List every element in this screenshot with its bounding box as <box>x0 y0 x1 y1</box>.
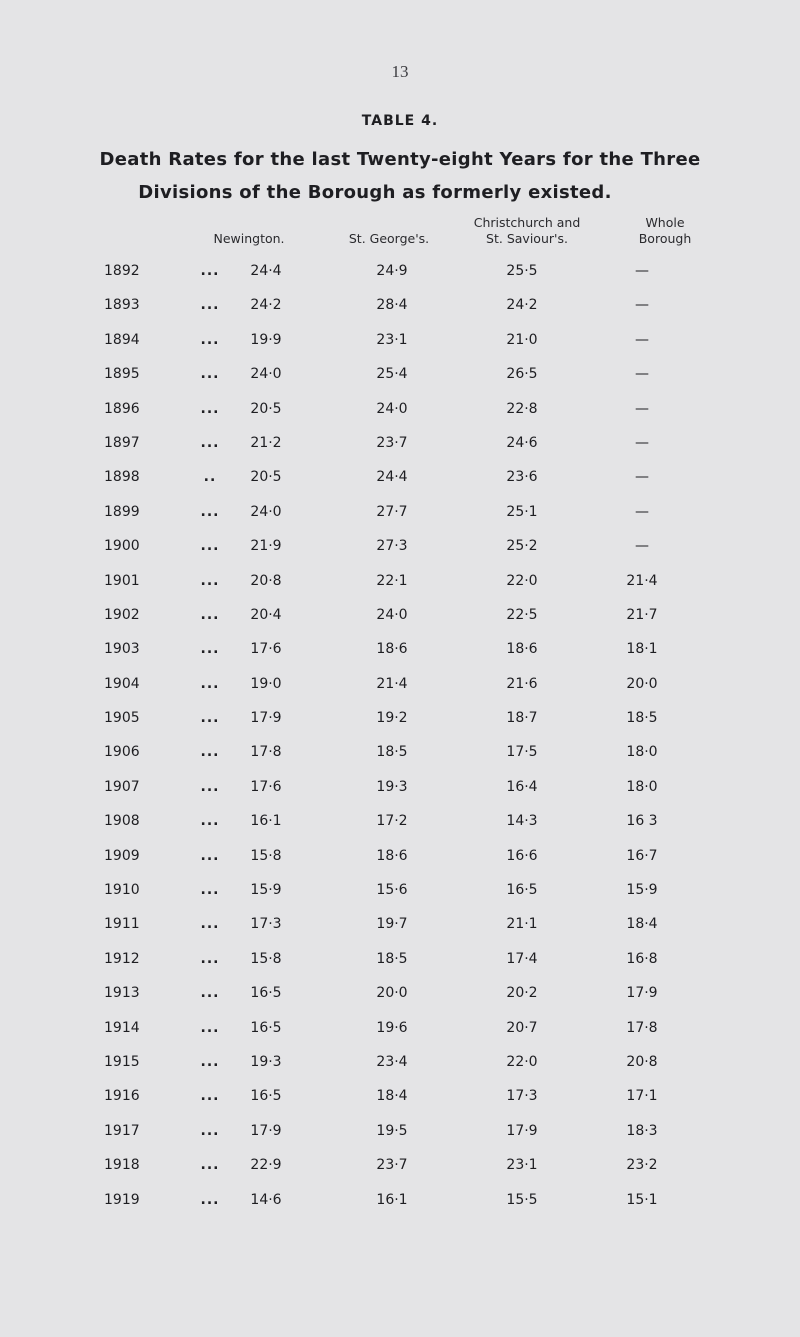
newington-rate-cell: 16·5 <box>250 1019 282 1036</box>
table-row <box>0 1011 800 1045</box>
table-row <box>0 288 800 322</box>
year-cell: 1907 <box>104 778 140 795</box>
year-cell: 1914 <box>104 1019 140 1036</box>
leader-dots: ... <box>200 331 220 348</box>
whole-borough-rate-cell: 21·4 <box>626 572 658 589</box>
leader-dots: ... <box>200 263 220 279</box>
st-george-rate-cell: 16·1 <box>376 1191 408 1208</box>
leader-dots: ... <box>200 1088 220 1105</box>
year-cell: 1908 <box>104 813 140 830</box>
table-row <box>0 357 800 391</box>
table-row <box>0 1045 800 1079</box>
christchurch-rate-cell: 20·2 <box>506 985 538 1002</box>
leader-dots: ... <box>200 950 220 967</box>
leader-dots: ... <box>200 434 220 451</box>
christchurch-rate-cell: 17·3 <box>506 1088 538 1105</box>
christchurch-rate-cell: 15·5 <box>506 1191 538 1208</box>
whole-borough-rate-cell: 15·1 <box>626 1191 658 1208</box>
table-row <box>0 770 800 804</box>
christchurch-rate-cell: 24·6 <box>506 434 538 451</box>
whole-borough-rate-cell: 18·1 <box>626 641 658 658</box>
newington-rate-cell: 16·5 <box>250 985 282 1002</box>
st-george-rate-cell: 21·4 <box>376 675 408 692</box>
leader-dots: ... <box>200 641 220 658</box>
christchurch-rate-cell: 18·6 <box>506 641 538 658</box>
table-row <box>0 392 800 426</box>
christchurch-rate-cell: 23·1 <box>506 1157 538 1174</box>
whole-borough-rate-cell: 20·8 <box>626 1053 658 1070</box>
st-george-rate-cell: 18·5 <box>376 744 408 761</box>
leader-dots: ... <box>200 882 220 899</box>
table-row <box>0 1183 800 1217</box>
whole-borough-rate-cell: 17·1 <box>626 1088 658 1105</box>
leader-dots: ... <box>200 400 220 417</box>
christchurch-rate-cell: 21·1 <box>506 916 538 933</box>
table-row <box>0 942 800 976</box>
table-row <box>0 529 800 563</box>
table-row <box>0 1148 800 1182</box>
newington-rate-cell: 17·6 <box>250 641 282 658</box>
newington-rate-cell: 20·5 <box>250 469 282 486</box>
christchurch-rate-cell: 26·5 <box>506 366 538 383</box>
leader-dots: ... <box>200 503 220 520</box>
st-george-rate-cell: 18·4 <box>376 1088 408 1105</box>
st-george-rate-cell: 23·4 <box>376 1053 408 1070</box>
st-george-rate-cell: 19·2 <box>376 710 408 727</box>
column-header-whole-line-2: Borough <box>638 231 692 246</box>
whole-borough-rate-cell: 18·5 <box>626 710 658 727</box>
newington-rate-cell: 15·8 <box>250 950 282 967</box>
leader-dots: ... <box>200 297 220 314</box>
year-cell: 1910 <box>104 882 140 899</box>
st-george-rate-cell: 20·0 <box>376 985 408 1002</box>
christchurch-rate-cell: 20·7 <box>506 1019 538 1036</box>
table-row <box>0 632 800 666</box>
column-header-st-george: St. George's. <box>348 231 430 246</box>
christchurch-rate-cell: 22·0 <box>506 1053 538 1070</box>
year-cell: 1913 <box>104 985 140 1002</box>
st-george-rate-cell: 18·6 <box>376 641 408 658</box>
christchurch-rate-cell: 17·9 <box>506 1122 538 1139</box>
whole-borough-rate-cell: 16 3 <box>626 813 658 830</box>
newington-rate-cell: 19·3 <box>250 1053 282 1070</box>
table-row <box>0 873 800 907</box>
column-header-christchurch <box>448 199 606 247</box>
year-cell: 1919 <box>104 1191 140 1208</box>
leader-dots: ... <box>200 1157 220 1174</box>
newington-rate-cell: 24·2 <box>250 297 282 314</box>
leader-dots: ... <box>200 1191 220 1208</box>
leader-dots: ... <box>200 572 220 589</box>
table-row <box>0 460 800 494</box>
st-george-rate-cell: 25·4 <box>376 366 408 383</box>
christchurch-rate-cell: 22·8 <box>506 400 538 417</box>
newington-rate-cell: 24·0 <box>250 366 282 383</box>
whole-borough-rate-cell: 18·4 <box>626 916 658 933</box>
christchurch-rate-cell: 24·2 <box>506 297 538 314</box>
st-george-rate-cell: 19·3 <box>376 778 408 795</box>
st-george-rate-cell: 17·2 <box>376 813 408 830</box>
year-cell: 1899 <box>104 503 140 520</box>
newington-rate-cell: 17·3 <box>250 916 282 933</box>
st-george-rate-cell: 23·7 <box>376 434 408 451</box>
table-row <box>0 323 800 357</box>
whole-borough-rate-cell: 17·8 <box>626 1019 658 1036</box>
leader-dots: ... <box>200 744 220 761</box>
leader-dots: ... <box>200 710 220 727</box>
christchurch-rate-cell: 21·0 <box>506 331 538 348</box>
whole-borough-rate-cell: 16·7 <box>626 847 658 864</box>
newington-rate-cell: 17·6 <box>250 778 282 795</box>
leader-dots: ... <box>200 916 220 933</box>
christchurch-rate-cell: 18·7 <box>506 710 538 727</box>
st-george-rate-cell: 23·7 <box>376 1157 408 1174</box>
year-cell: 1915 <box>104 1053 140 1070</box>
year-cell: 1911 <box>104 916 140 933</box>
st-george-rate-cell: 24·9 <box>376 263 408 279</box>
newington-rate-cell: 14·6 <box>250 1191 282 1208</box>
year-cell: 1894 <box>104 331 140 348</box>
table-title-line-1: Death Rates for the last Twenty-eight Years for the Three <box>99 149 701 170</box>
whole-borough-rate-cell: — <box>635 331 649 348</box>
column-header-newington: Newington. <box>213 231 285 246</box>
leader-dots: ... <box>200 813 220 830</box>
year-cell: 1897 <box>104 434 140 451</box>
whole-borough-rate-cell: 21·7 <box>626 606 658 623</box>
newington-rate-cell: 17·8 <box>250 744 282 761</box>
table-row <box>0 1079 800 1113</box>
leader-dots: ... <box>200 1122 220 1139</box>
table-row <box>0 976 800 1010</box>
leader-dots: ... <box>200 675 220 692</box>
whole-borough-rate-cell: — <box>635 400 649 417</box>
newington-rate-cell: 16·5 <box>250 1088 282 1105</box>
year-cell: 1912 <box>104 950 140 967</box>
table-row <box>0 701 800 735</box>
whole-borough-rate-cell: — <box>635 434 649 451</box>
year-cell: 1917 <box>104 1122 140 1139</box>
table-label: TABLE 4. <box>361 113 439 129</box>
table-row <box>0 839 800 873</box>
year-cell: 1916 <box>104 1088 140 1105</box>
newington-rate-cell: 19·0 <box>250 675 282 692</box>
st-george-rate-cell: 19·6 <box>376 1019 408 1036</box>
newington-rate-cell: 21·9 <box>250 538 282 555</box>
table-row <box>0 598 800 632</box>
newington-rate-cell: 21·2 <box>250 434 282 451</box>
st-george-rate-cell: 19·7 <box>376 916 408 933</box>
st-george-rate-cell: 27·7 <box>376 503 408 520</box>
st-george-rate-cell: 28·4 <box>376 297 408 314</box>
leader-dots: ... <box>200 606 220 623</box>
leader-dots: ... <box>200 1019 220 1036</box>
year-cell: 1900 <box>104 538 140 555</box>
whole-borough-rate-cell: 23·2 <box>626 1157 658 1174</box>
christchurch-rate-cell: 25·1 <box>506 503 538 520</box>
year-cell: 1898 <box>104 469 140 486</box>
year-cell: 1905 <box>104 710 140 727</box>
year-cell: 1918 <box>104 1157 140 1174</box>
st-george-rate-cell: 18·5 <box>376 950 408 967</box>
christchurch-rate-cell: 25·2 <box>506 538 538 555</box>
column-header-whole-line-1: Whole <box>645 215 685 230</box>
christchurch-rate-cell: 16·6 <box>506 847 538 864</box>
leader-dots: ... <box>200 366 220 383</box>
year-cell: 1906 <box>104 744 140 761</box>
leader-dots: ... <box>200 847 220 864</box>
newington-rate-cell: 15·8 <box>250 847 282 864</box>
year-cell: 1896 <box>104 400 140 417</box>
leader-dots: ... <box>200 778 220 795</box>
table-row <box>0 254 800 288</box>
leader-dots: ... <box>200 985 220 1002</box>
column-header-christchurch-line-1: Christchurch and <box>473 215 581 230</box>
column-header-christchurch-line-2: St. Saviour's. <box>486 231 568 246</box>
whole-borough-rate-cell: 17·9 <box>626 985 658 1002</box>
year-cell: 1893 <box>104 297 140 314</box>
newington-rate-cell: 17·9 <box>250 1122 282 1139</box>
christchurch-rate-cell: 17·5 <box>506 744 538 761</box>
whole-borough-rate-cell: 16·8 <box>626 950 658 967</box>
st-george-rate-cell: 22·1 <box>376 572 408 589</box>
year-cell: 1902 <box>104 606 140 623</box>
st-george-rate-cell: 18·6 <box>376 847 408 864</box>
whole-borough-rate-cell: — <box>635 263 649 279</box>
leader-dots: ... <box>200 538 220 555</box>
year-cell: 1904 <box>104 675 140 692</box>
whole-borough-rate-cell: — <box>635 538 649 555</box>
whole-borough-rate-cell: — <box>635 297 649 314</box>
newington-rate-cell: 20·4 <box>250 606 282 623</box>
table-row <box>0 735 800 769</box>
year-cell: 1892 <box>104 263 140 279</box>
whole-borough-rate-cell: 20·0 <box>626 675 658 692</box>
leader-dots: .. <box>203 469 217 486</box>
newington-rate-cell: 24·4 <box>250 263 282 279</box>
st-george-rate-cell: 19·5 <box>376 1122 408 1139</box>
christchurch-rate-cell: 17·4 <box>506 950 538 967</box>
table-row <box>0 1114 800 1148</box>
whole-borough-rate-cell: 18·0 <box>626 744 658 761</box>
whole-borough-rate-cell: — <box>635 366 649 383</box>
newington-rate-cell: 24·0 <box>250 503 282 520</box>
leader-dots: ... <box>200 1053 220 1070</box>
st-george-rate-cell: 23·1 <box>376 331 408 348</box>
christchurch-rate-cell: 22·5 <box>506 606 538 623</box>
table-title-line-2: Divisions of the Borough as formerly existed. <box>138 182 612 203</box>
christchurch-rate-cell: 23·6 <box>506 469 538 486</box>
whole-borough-rate-cell: 15·9 <box>626 882 658 899</box>
christchurch-rate-cell: 14·3 <box>506 813 538 830</box>
whole-borough-rate-cell: 18·0 <box>626 778 658 795</box>
year-cell: 1909 <box>104 847 140 864</box>
christchurch-rate-cell: 21·6 <box>506 675 538 692</box>
column-header-whole-borough <box>604 199 726 247</box>
year-cell: 1895 <box>104 366 140 383</box>
st-george-rate-cell: 15·6 <box>376 882 408 899</box>
newington-rate-cell: 20·5 <box>250 400 282 417</box>
whole-borough-rate-cell: — <box>635 503 649 520</box>
death-rate-table <box>0 254 800 1217</box>
table-row <box>0 564 800 598</box>
christchurch-rate-cell: 16·5 <box>506 882 538 899</box>
christchurch-rate-cell: 16·4 <box>506 778 538 795</box>
whole-borough-rate-cell: — <box>635 469 649 486</box>
newington-rate-cell: 17·9 <box>250 710 282 727</box>
table-row <box>0 426 800 460</box>
table-row <box>0 667 800 701</box>
st-george-rate-cell: 24·4 <box>376 469 408 486</box>
st-george-rate-cell: 24·0 <box>376 400 408 417</box>
whole-borough-rate-cell: 18·3 <box>626 1122 658 1139</box>
christchurch-rate-cell: 22·0 <box>506 572 538 589</box>
newington-rate-cell: 20·8 <box>250 572 282 589</box>
table-row <box>0 804 800 838</box>
year-cell: 1901 <box>104 572 140 589</box>
page-number: 13 <box>391 62 409 81</box>
table-row <box>0 907 800 941</box>
newington-rate-cell: 19·9 <box>250 331 282 348</box>
newington-rate-cell: 22·9 <box>250 1157 282 1174</box>
table-row <box>0 495 800 529</box>
year-cell: 1903 <box>104 641 140 658</box>
newington-rate-cell: 16·1 <box>250 813 282 830</box>
st-george-rate-cell: 24·0 <box>376 606 408 623</box>
newington-rate-cell: 15·9 <box>250 882 282 899</box>
christchurch-rate-cell: 25·5 <box>506 263 538 279</box>
st-george-rate-cell: 27·3 <box>376 538 408 555</box>
